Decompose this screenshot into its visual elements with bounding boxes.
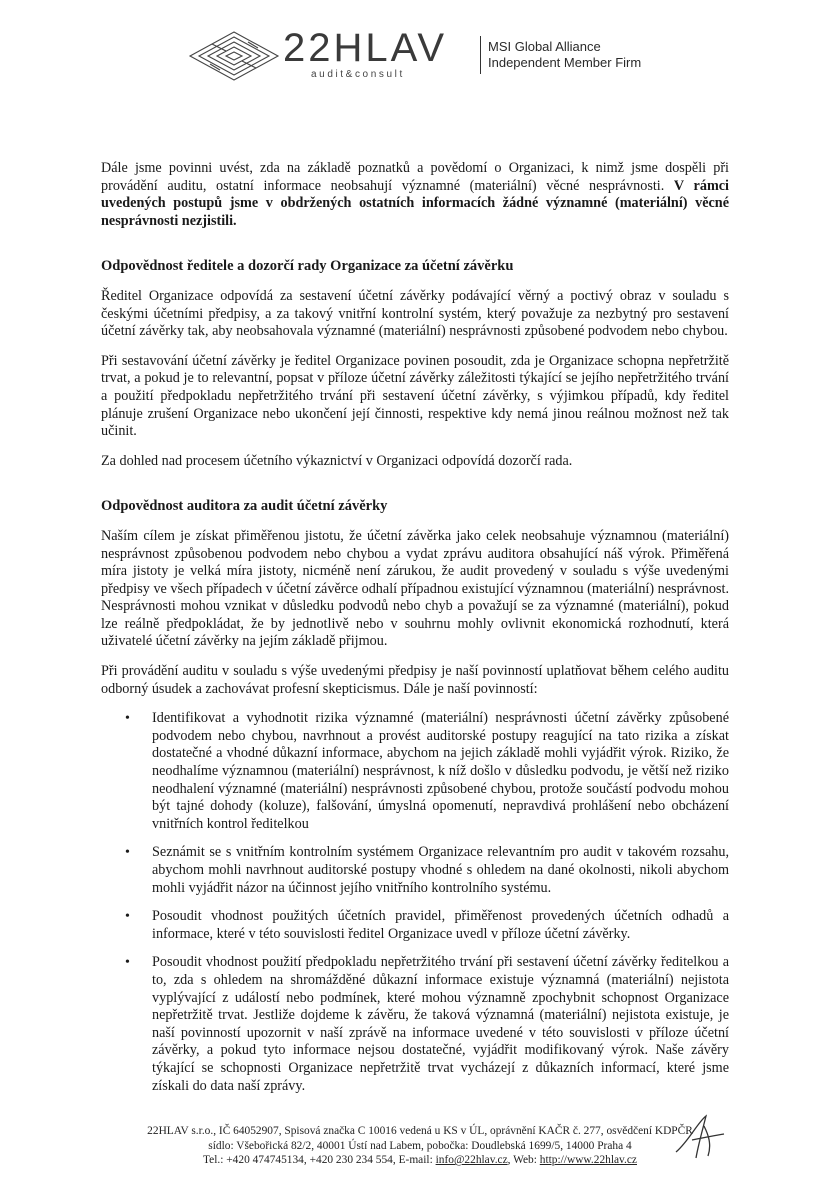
paragraph: Za dohled nad procesem účetního výkaznictví v Organizaci odpovídá dozorčí rada. [101, 452, 573, 469]
intro-text: Dále jsme povinni uvést, zda na základě poznatků a povědomí o Organizaci, k nimž jsme dospěli při provádění auditu, ostatní informace neobsahují významné (materiální) věcné nesprávnosti. [101, 160, 729, 194]
signature-mark [668, 1112, 728, 1162]
network-line-1: MSI Global Alliance [488, 39, 601, 54]
network-membership [488, 39, 641, 71]
section-heading: Odpovědnost auditora za audit účetní závěrky [101, 498, 388, 515]
duties-list [101, 710, 729, 1095]
brand-tagline: audit&consult [311, 69, 405, 80]
paragraph: Při sestavování účetní závěrky je ředitel Organizace povinen posoudit, zda je Organizace schopna nepřetržitě trvat, a pokud je to relevantní, popsat v příloze účetní závěrky záležitosti týkající se jejího nepřetržitého trvání a použití předpokladu nepřetržitého trvání při sestavení účetní závěrky, s výjimkou případů, kdy ředitel plánuje zrušení Organizace nebo ukončení její činnosti, respektive kdy nemá jinou reálnou možnost než tak učinit. [101, 352, 729, 440]
section-heading: Odpovědnost ředitele a dozorčí rady Organizace za účetní závěrku [101, 258, 514, 275]
paragraph: Naším cílem je získat přiměřenou jistotu, že účetní závěrka jako celek neobsahuje významnou (materiální) nesprávnost způsobenou podvodem nebo chybou a vydat zprávu auditora obsahující náš výrok. Přiměřená míra jistoty je velká míra jistoty, nicméně není zárukou, že audit provedený v souladu s výše uvedenými předpisy ve všech případech v účetní závěrce odhalí případnou existující významnou (materiální) nesprávnost. Nesprávnosti mohou vznikat v důsledku podvodů nebo chyb a považují se za významné (materiální), pokud lze reálně předpokládat, že by jednotlivě nebo v souhrnu mohly ovlivnit ekonomická rozhodnutí, která uživatelé účetní závěrky na jejím základě přijmou. [101, 527, 729, 650]
maze-logo-icon [188, 30, 280, 82]
network-line-2: Independent Member Firm [488, 55, 642, 70]
company-registration: 22HLAV s.r.o., IČ 64052907, Spisová značka C 10016 vedená u KS v ÚL, oprávnění KAČR č. 277, osvědčení KDPČR [147, 1125, 693, 1137]
brand-name: 22HLAV [283, 26, 448, 70]
company-contacts: Tel.: +420 474745134, +420 230 234 554, E-mail: info@22hlav.cz, Web: http://www.22hlav.cz [203, 1154, 637, 1167]
paragraph: Při provádění auditu v souladu s výše uvedenými předpisy je naší povinností uplatňovat během celého auditu odborný úsudek a zachovávat profesní skepticismus. Dále je naší povinností: [101, 663, 729, 697]
report-body [101, 160, 729, 1106]
page-footer [100, 1124, 740, 1168]
header-divider [480, 36, 481, 74]
list-item: • Identifikovat a vyhodnotit rizika významné (materiální) nesprávnosti účetní závěrky způsobené podvodem nebo chybou, navrhnout a provést auditorské postupy reagující na tato rizika a získat dostatečné a vhodné důkazní informace, abychom na jejich základě mohli vyjádřit výrok. Riziko, že neodhalíme významnou (materiální) nesprávnost, k níž došlo v důsledku podvodu, je větší než riziko neodhalení významné (materiální) nesprávnosti způsobené chybou, protože součástí podvodu mohou být tajné dohody (koluze), falšování, úmyslná opomenutí, nepravdivá prohlášení nebo obcházení vnitřních kontrol ředitelkou [101, 710, 729, 833]
company-address: sídlo: Všebořická 82/2, 40001 Ústí nad Labem, pobočka: Doudlebská 1699/5, 14000 Praha 4 [208, 1139, 632, 1152]
list-item: • Posoudit vhodnost použitých účetních pravidel, přiměřenost provedených účetních odhadů a informace, které v této souvislosti ředitel Organizace uvedl v příloze účetní závěrky. [101, 908, 729, 943]
section-management-responsibility [101, 258, 729, 470]
section-auditor-responsibility [101, 498, 729, 1095]
intro-paragraph [101, 160, 729, 230]
list-item: • Seznámit se s vnitřním kontrolním systémem Organizace relevantním pro audit v takovém rozsahu, abychom mohli navrhnout auditorské postupy vhodné s ohledem na dané okolnosti, nikoli abychom mohli vyjádřit názor na účinnost jejího vnitřního kontrolního systému. [101, 844, 729, 897]
intro-bold-text: V rámci uvedených postupů jsme v obdržených ostatních informacích žádné významné (materiální) věcné nesprávnosti nezjistili. [101, 177, 729, 229]
website-link[interactable]: http://www.22hlav.cz [539, 1154, 637, 1167]
paragraph: Ředitel Organizace odpovídá za sestavení účetní závěrky podávající věrný a poctivý obraz v souladu s českými účetními předpisy, a za takový vnitřní kontrolní systém, který považuje za nezbytný pro sestavení účetní závěrky tak, aby neobsahovala významné (materiální) nesprávnosti způsobené podvodem nebo chybou. [101, 287, 729, 340]
list-item: • Posoudit vhodnost použití předpokladu nepřetržitého trvání při sestavení účetní závěrky ředitelkou a to, zda s ohledem na shromážděné důkazní informace existuje významná (materiální) nejistota vyplývající z událostí nebo podmínek, které mohou významně zpochybnit schopnost Organizace nepřetržitě trvat. Jestliže dojdeme k závěru, že taková významná (materiální) nejistota existuje, je naší povinností upozornit v naší zprávě na informace uvedené v této souvislosti v příloze účetní závěrky, a pokud tyto informace nejsou dostatečné, vyjádřit modifikovaný výrok. Naše závěry týkající se schopnosti Organizace nepřetržitě trvat vycházejí z důkazních informací, které jsme získali do data naší zprávy. [101, 954, 729, 1095]
letterhead [0, 0, 840, 100]
email-link[interactable]: info@22hlav.cz [435, 1154, 508, 1167]
